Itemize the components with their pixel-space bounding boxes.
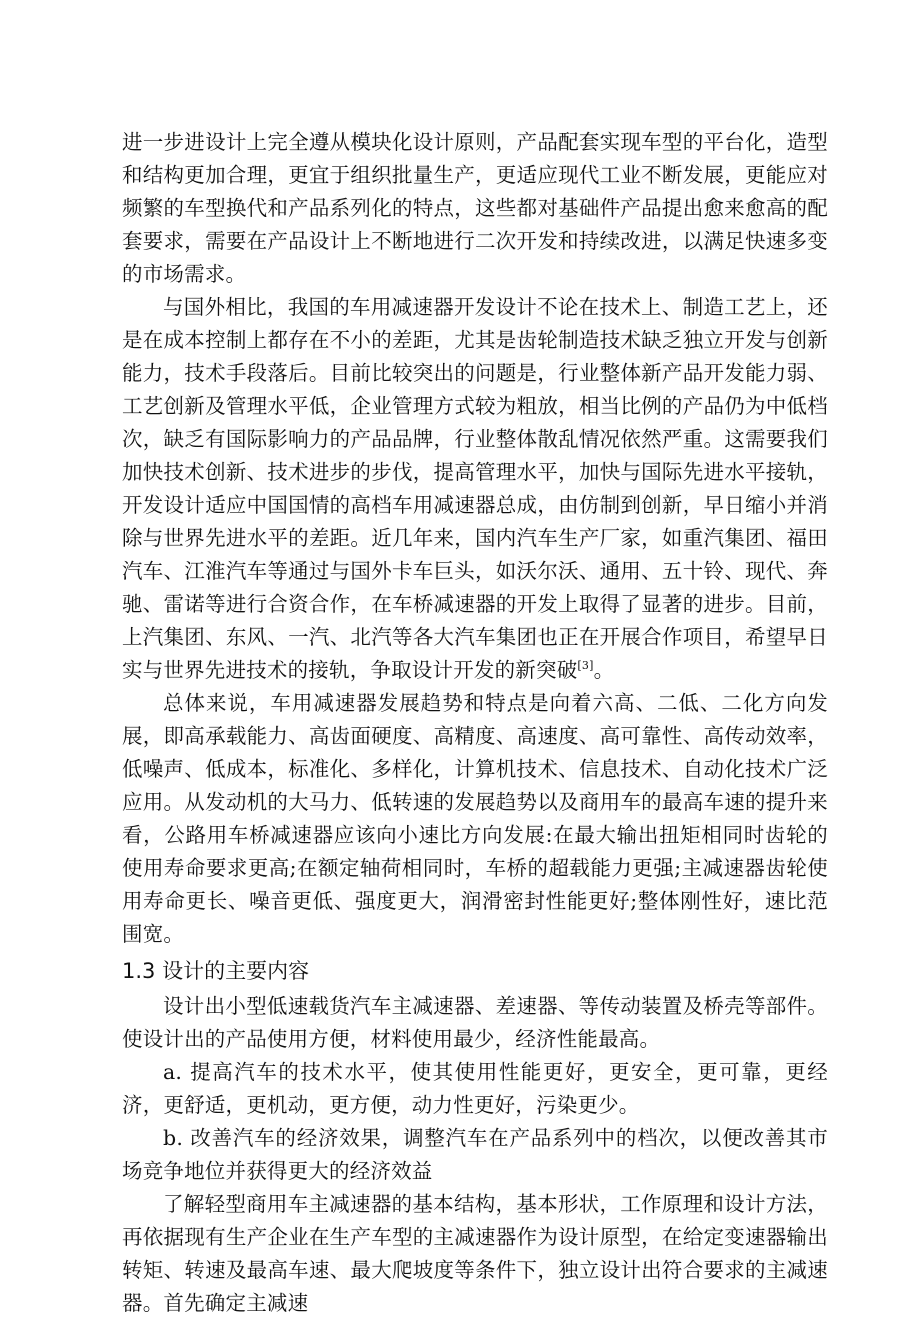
paragraph-approach: 了解轻型商用车主减速器的基本结构，基本形状，工作原理和设计方法，再依据现有生产企业在生产车型的主减速器作为设计原型，在给定变速器输出转矩、转速及最高车速、最大爬坡度等条件下，独立设计出符合要求的主减速器。首先确定主减速: [122, 1192, 828, 1315]
paragraph-comparison-end: 。: [593, 658, 615, 682]
paragraph-comparison-text: 与国外相比，我国的车用减速器开发设计不论在技术上、制造工艺上，还是在成本控制上都存在不小的差距，尤其是齿轮制造技术缺乏独立开发与创新能力，技术手段落后。目前比较突出的问题是，行业整体新产品开发能力弱、工艺创新及管理水平低，企业管理方式较为粗放，相当比例的产品仍为中低档次，缺乏有国际影响力的产品品牌，行业整体散乱情况依然严重。这需要我们加快技术创新、技术进步的步伐，提高管理水平，加快与国际先进水平接轨，开发设计适应中国国情的高档车用减速器总成，由仿制到创新，早日缩小并消除与世界先进水平的差距。近几年来，国内汽车生产厂家，如重汽集团、福田汽车、江淮汽车等通过与国外卡车巨头，如沃尔沃、通用、五十铃、现代、奔驰、雷诺等进行合资合作，在车桥减速器的开发上取得了显著的进步。目前，上汽集团、东风、一汽、北汽等各大汽车集团也正在开展合作项目，希望早日实与世界先进技术的接轨，争取设计开发的新突破: [122, 295, 828, 682]
paragraph-continuation: 进一步进设计上完全遵从模块化设计原则，产品配套实现车型的平台化，造型和结构更加合理，更宜于组织批量生产，更适应现代工业不断发展，更能应对频繁的车型换代和产品系列化的特点，这些都对基础件产品提出愈来愈高的配套要求，需要在产品设计上不断地进行二次开发和持续改进，以满足快速多变的市场需求。: [122, 130, 828, 286]
list-item-a: a. 提高汽车的技术水平，使其使用性能更好，更安全，更可靠，更经济，更舒适，更机动，更方便，动力性更好，污染更少。: [122, 1060, 828, 1117]
paragraph-trends: 总体来说，车用减速器发展趋势和特点是向着六高、二低、二化方向发展，即高承载能力、高齿面硬度、高精度、高速度、高可靠性、高传动效率，低噪声、低成本，标准化、多样化，计算机技术、信息技术、自动化技术广泛应用。从发动机的大马力、低转速的发展趋势以及商用车的最高车速的提升来看，公路用车桥减速器应该向小速比方向发展:在最大输出扭矩相同时齿轮的使用寿命要求更高;在额定轴荷相同时，车桥的超载能力更强;主减速器齿轮使用寿命更长、噪音更低、强度更大，润滑密封性能更好;整体刚性好，速比范围宽。: [122, 691, 828, 946]
section-heading: 1.3 设计的主要内容: [122, 959, 310, 983]
document-page: [122, 126, 828, 1320]
paragraph-comparison: [122, 291, 828, 687]
paragraph-design-goal: 设计出小型低速载货汽车主减速器、差速器、等传动装置及桥壳等部件。使设计出的产品使用方便，材料使用最少，经济性能最高。: [122, 994, 828, 1051]
list-item-b: b. 改善汽车的经济效果，调整汽车在产品系列中的档次，以便改善其市场竞争地位并获得更大的经济效益: [122, 1126, 828, 1183]
citation-ref: [3]: [577, 659, 594, 672]
